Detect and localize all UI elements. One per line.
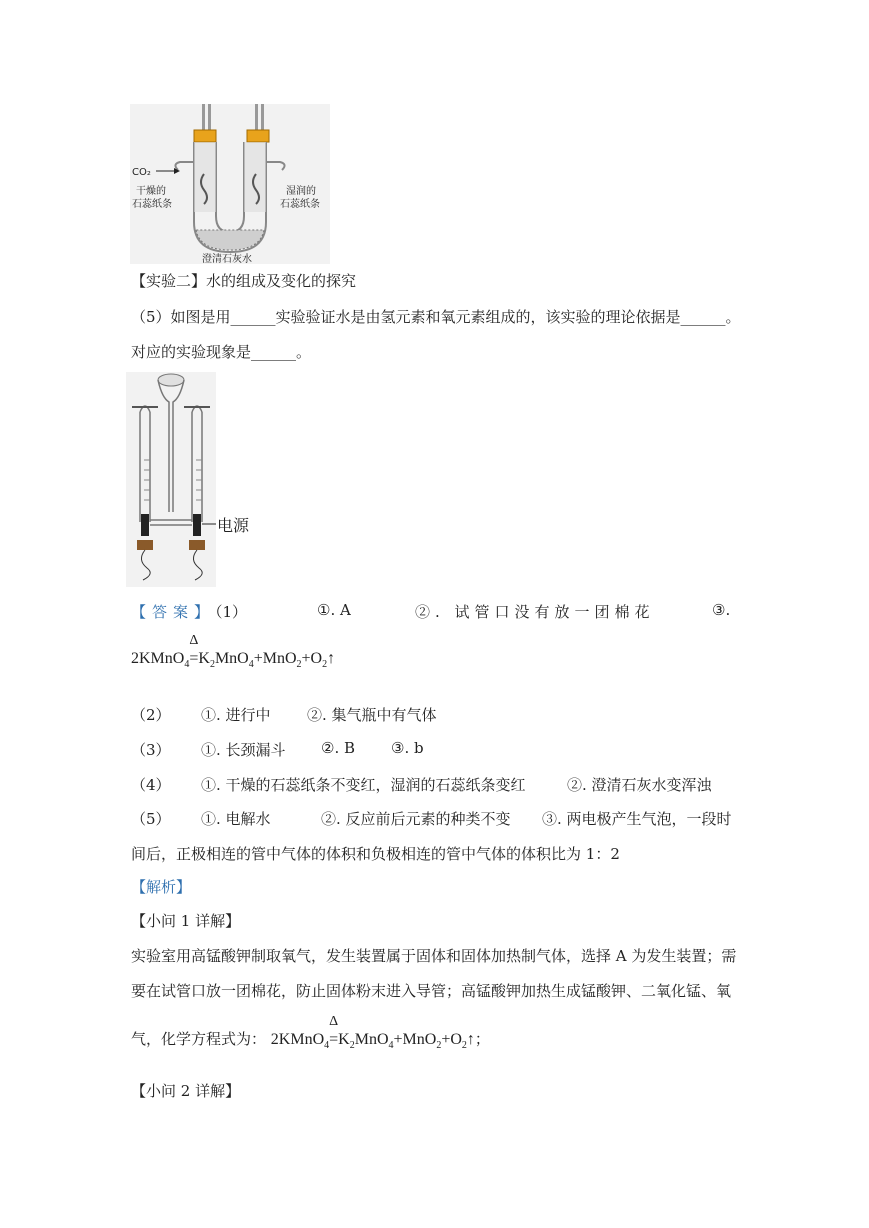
gas-arrow: ↑ — [327, 650, 336, 667]
dry-strip-label-1: 干燥的 — [136, 186, 166, 197]
sub-question-2-title: 【小问 2 详解】 — [131, 1082, 241, 1100]
question-5-line-1: （5）如图是用______实验验证水是由氢元素和氧元素组成的，该实验的理论依据是______。 — [131, 308, 741, 326]
answer-label: 【答案】 — [131, 603, 216, 621]
answer-row-5-cont: 间后，正极相连的管中气体的体积和负极相连的管中气体的体积比为 1：2 — [131, 845, 620, 863]
answer-1-a: ①. A — [317, 601, 351, 619]
limewater-label: 澄清石灰水 — [202, 254, 252, 264]
answer-row-5: （5） ①. 电解水 ②. 反应前后元素的种类不变 ③. 两电极产生气泡，一段时 — [131, 810, 732, 828]
electrolysis-figure — [126, 372, 266, 587]
sub-question-1-title: 【小问 1 详解】 — [131, 912, 241, 930]
heat-symbol: Δ — [189, 633, 199, 648]
co2-label: CO₂ — [132, 167, 151, 178]
answer-1-num: （1） — [215, 603, 248, 621]
sub-1-line-1: 实验室用高锰酸钾制取氧气，发生装置属于固体和固体加热制气体，选择 A 为发生装置；需 — [131, 947, 737, 965]
wet-strip-label-2: 石蕊纸条 — [280, 199, 320, 210]
dry-strip-label-2: 石蕊纸条 — [132, 199, 172, 210]
answer-row-1 — [131, 601, 741, 622]
sub-1-line-3: 气，化学方程式为： 2KMnO$_4$ Δ $=K_2MnO_4+MnO_2+O_2↑$； — [131, 1014, 490, 1052]
answer-1-b: ②. 试管口没有放一团棉花 — [415, 603, 655, 621]
answer-row-3: （3） ①. 长颈漏斗 ②. B ③. b — [131, 739, 424, 759]
analysis-label: 【解析】 — [131, 878, 192, 896]
equation-1: 2KMnO$_4$ Δ $=K_2MnO_4+MnO_2+O_2↑$ — [131, 633, 336, 671]
wet-strip-label-1: 湿润的 — [286, 186, 316, 197]
experiment-2-title: 【实验二】水的组成及变化的探究 — [131, 272, 357, 290]
u-tube-figure — [130, 104, 330, 264]
power-source-label: 电源 — [217, 516, 250, 535]
answer-row-4: （4） ①. 干燥的石蕊纸条不变红，湿润的石蕊纸条变红 ②. 澄清石灰水变浑浊 — [131, 776, 712, 794]
answer-1-c: ③. — [712, 601, 731, 619]
question-5-line-2: 对应的实验现象是______。 — [131, 343, 312, 361]
equation-2: 2KMnO$_4$ Δ $=K_2MnO_4+MnO_2+O_2↑$ — [270, 1014, 475, 1052]
answer-row-2: （2） ①. 进行中 ②. 集气瓶中有气体 — [131, 706, 437, 724]
sub-1-line-2: 要在试管口放一团棉花，防止固体粉末进入导管；高锰酸钾加热生成锰酸钾、二氧化锰、氧 — [131, 982, 732, 1000]
